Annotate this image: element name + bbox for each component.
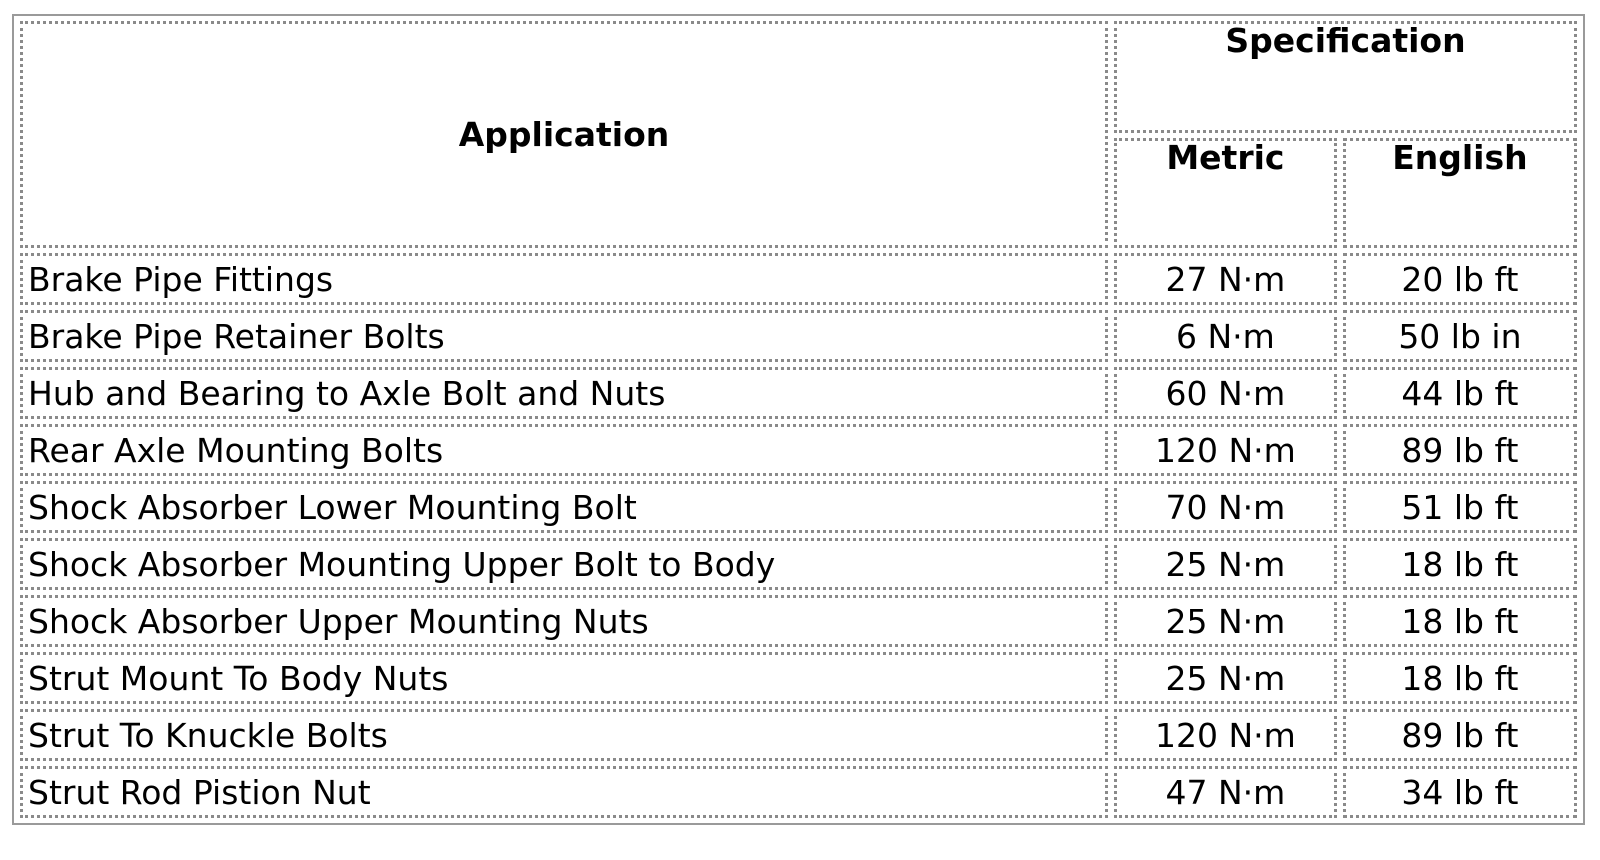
english-value-cell: 89 lb ft [1343,424,1577,476]
table-header [20,21,1577,248]
metric-value-cell: 120 N·m [1114,709,1337,761]
metric-value-cell: 60 N·m [1114,367,1337,419]
table-row [20,253,1577,305]
english-value-cell: 51 lb ft [1343,481,1577,533]
application-cell: Strut Rod Pistion Nut [20,766,1108,818]
table-row [20,310,1577,362]
application-cell: Shock Absorber Lower Mounting Bolt [20,481,1108,533]
table-row [20,367,1577,419]
application-cell: Hub and Bearing to Axle Bolt and Nuts [20,367,1108,419]
english-value-cell: 20 lb ft [1343,253,1577,305]
metric-column-header: Metric [1114,138,1337,248]
table-row [20,538,1577,590]
table-row [20,424,1577,476]
application-cell: Shock Absorber Mounting Upper Bolt to Body [20,538,1108,590]
table-row [20,595,1577,647]
metric-value-cell: 6 N·m [1114,310,1337,362]
metric-value-cell: 47 N·m [1114,766,1337,818]
application-cell: Brake Pipe Retainer Bolts [20,310,1108,362]
table-row [20,481,1577,533]
table-row [20,709,1577,761]
torque-spec-table [12,14,1585,825]
metric-value-cell: 25 N·m [1114,538,1337,590]
application-cell: Shock Absorber Upper Mounting Nuts [20,595,1108,647]
specification-column-header: Specification [1114,21,1577,133]
application-cell: Rear Axle Mounting Bolts [20,424,1108,476]
header-row-top [20,21,1577,133]
metric-value-cell: 120 N·m [1114,424,1337,476]
english-column-header: English [1343,138,1577,248]
application-column-header: Application [20,21,1108,248]
application-cell: Strut To Knuckle Bolts [20,709,1108,761]
english-value-cell: 50 lb in [1343,310,1577,362]
table-row [20,652,1577,704]
metric-value-cell: 70 N·m [1114,481,1337,533]
table-body [20,253,1577,818]
english-value-cell: 34 lb ft [1343,766,1577,818]
metric-value-cell: 27 N·m [1114,253,1337,305]
english-value-cell: 18 lb ft [1343,538,1577,590]
english-value-cell: 89 lb ft [1343,709,1577,761]
english-value-cell: 18 lb ft [1343,595,1577,647]
application-cell: Brake Pipe Fittings [20,253,1108,305]
english-value-cell: 18 lb ft [1343,652,1577,704]
application-cell: Strut Mount To Body Nuts [20,652,1108,704]
table-row [20,766,1577,818]
metric-value-cell: 25 N·m [1114,652,1337,704]
english-value-cell: 44 lb ft [1343,367,1577,419]
metric-value-cell: 25 N·m [1114,595,1337,647]
